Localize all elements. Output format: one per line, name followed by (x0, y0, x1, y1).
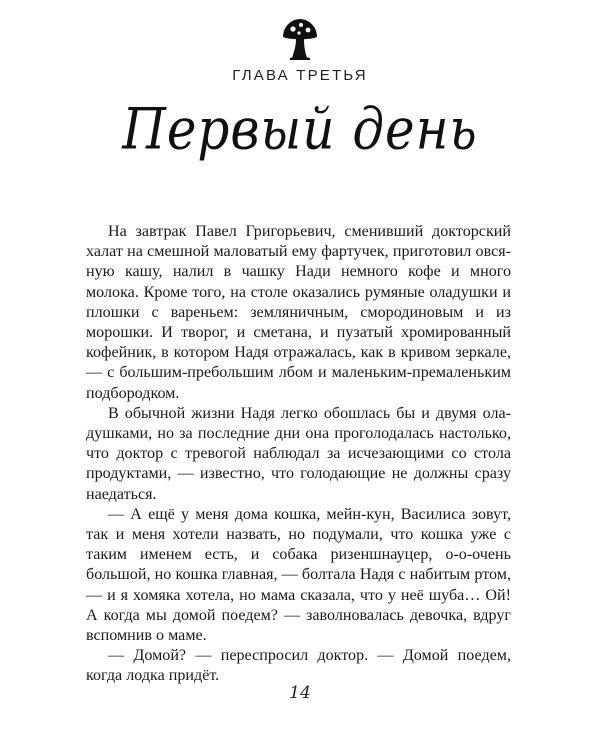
chapter-title: Первый день (122, 95, 478, 163)
paragraph: В обычной жизни Надя легко обошлась бы и двумя оладушками, но за последние дни она проголодалась настолько, что доктор с тревогой наблюдал за исчезающими со стола продуктами, — известно, что голодающие не должны сразу наедаться. (86, 404, 511, 503)
paragraph: На завтрак Павел Григорьевич, сменивший докторский халат на смешной маловатый ему фартучек, приготовил овсяную кашу, налил в чашку Нади немного кофе и много молока. Кроме того, на столе оказались румяные оладушки и плошки с вареньем: земляничным, смородиновым и из морошки. И творог, и сметана, и пузатый хромированный кофейник, в котором Надя отражалась, как в кривом зеркале, — с большим-пребольшим лбом и маленьким-премаленьким подбородком. (86, 223, 511, 402)
page-number: 14 (289, 683, 311, 703)
paragraph: — А ещё у меня дома кошка, мейн-кун, Василиса зовут, так и меня хотели назвать, но подумали, что кошка уже с таким именем есть, и собака ризеншнауцер, о-о-очень большой, но кошка главная, — болтала Надя с набитым ртом, — и я хомяка хотела, но мама сказала, что у неё шуба… Ой! А когда мы домой поедем? — заволновалась девочка, вдруг вспомнив о маме. (86, 505, 511, 645)
paragraph: — Домой? — переспросил доктор. — Домой поедем, когда лодка придёт. (86, 647, 511, 685)
chapter-label: ГЛАВА ТРЕТЬЯ (232, 67, 368, 84)
mushroom-icon (281, 18, 319, 60)
text-body (86, 222, 511, 687)
